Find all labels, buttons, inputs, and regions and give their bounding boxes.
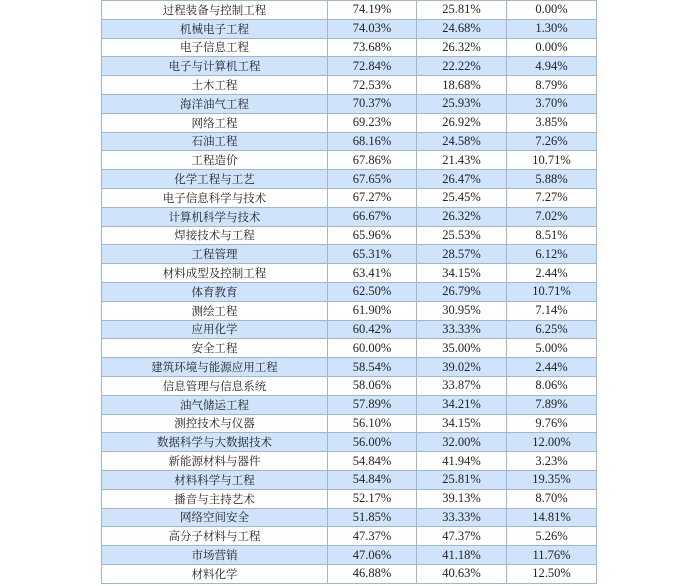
percentage-cell: 28.57% [417,245,507,264]
percentage-cell: 4.94% [507,57,597,76]
major-stats-table-container [101,0,596,584]
major-name-cell: 过程装备与控制工程 [102,1,328,20]
percentage-cell: 2.44% [507,358,597,377]
percentage-cell: 47.37% [417,527,507,546]
percentage-cell: 11.76% [507,546,597,565]
percentage-cell: 18.68% [417,76,507,95]
major-name-cell: 工程造价 [102,151,328,170]
major-name-cell: 材料成型及控制工程 [102,264,328,283]
major-name-cell: 市场营销 [102,546,328,565]
major-name-cell: 电子信息工程 [102,38,328,57]
major-name-cell: 材料化学 [102,564,328,583]
major-name-cell: 油气储运工程 [102,395,328,414]
table-row [102,38,597,57]
percentage-cell: 69.23% [328,113,417,132]
percentage-cell: 26.32% [417,207,507,226]
percentage-cell: 56.00% [328,433,417,452]
table-row [102,320,597,339]
percentage-cell: 10.71% [507,282,597,301]
percentage-cell: 26.32% [417,38,507,57]
percentage-cell: 8.79% [507,76,597,95]
percentage-cell: 39.02% [417,358,507,377]
percentage-cell: 72.84% [328,57,417,76]
percentage-cell: 65.31% [328,245,417,264]
major-name-cell: 安全工程 [102,339,328,358]
percentage-cell: 7.14% [507,301,597,320]
table-row [102,57,597,76]
percentage-cell: 24.58% [417,132,507,151]
percentage-cell: 22.22% [417,57,507,76]
percentage-cell: 0.00% [507,1,597,20]
major-name-cell: 计算机科学与技术 [102,207,328,226]
percentage-cell: 25.93% [417,94,507,113]
percentage-cell: 46.88% [328,564,417,583]
table-row [102,94,597,113]
percentage-cell: 8.06% [507,376,597,395]
percentage-cell: 26.79% [417,282,507,301]
table-row [102,433,597,452]
major-name-cell: 体育教育 [102,282,328,301]
percentage-cell: 33.33% [417,508,507,527]
percentage-cell: 25.45% [417,188,507,207]
percentage-cell: 40.63% [417,564,507,583]
percentage-cell: 65.96% [328,226,417,245]
major-name-cell: 建筑环境与能源应用工程 [102,358,328,377]
major-name-cell: 工程管理 [102,245,328,264]
percentage-cell: 58.54% [328,358,417,377]
percentage-cell: 9.76% [507,414,597,433]
percentage-cell: 33.33% [417,320,507,339]
percentage-cell: 32.00% [417,433,507,452]
percentage-cell: 54.84% [328,452,417,471]
percentage-cell: 0.00% [507,38,597,57]
percentage-cell: 7.26% [507,132,597,151]
major-name-cell: 测绘工程 [102,301,328,320]
percentage-cell: 51.85% [328,508,417,527]
percentage-cell: 7.02% [507,207,597,226]
percentage-cell: 34.15% [417,414,507,433]
major-name-cell: 高分子材料与工程 [102,527,328,546]
major-name-cell: 焊接技术与工程 [102,226,328,245]
percentage-cell: 72.53% [328,76,417,95]
percentage-cell: 70.37% [328,94,417,113]
percentage-cell: 39.13% [417,489,507,508]
major-name-cell: 化学工程与工艺 [102,170,328,189]
percentage-cell: 34.15% [417,264,507,283]
table-row [102,339,597,358]
percentage-cell: 2.44% [507,264,597,283]
table-row [102,113,597,132]
percentage-cell: 67.65% [328,170,417,189]
percentage-cell: 25.81% [417,470,507,489]
percentage-cell: 34.21% [417,395,507,414]
percentage-cell: 68.16% [328,132,417,151]
percentage-cell: 8.70% [507,489,597,508]
percentage-cell: 74.19% [328,1,417,20]
percentage-cell: 19.35% [507,470,597,489]
percentage-cell: 5.26% [507,527,597,546]
percentage-cell: 3.70% [507,94,597,113]
table-row [102,358,597,377]
table-row [102,282,597,301]
percentage-cell: 74.03% [328,19,417,38]
percentage-cell: 6.12% [507,245,597,264]
major-name-cell: 电子与计算机工程 [102,57,328,76]
percentage-cell: 6.25% [507,320,597,339]
major-name-cell: 机械电子工程 [102,19,328,38]
percentage-cell: 52.17% [328,489,417,508]
major-name-cell: 数据科学与大数据技术 [102,433,328,452]
major-name-cell: 石油工程 [102,132,328,151]
percentage-cell: 67.27% [328,188,417,207]
table-row [102,564,597,583]
table-row [102,1,597,20]
table-row [102,19,597,38]
percentage-cell: 58.06% [328,376,417,395]
percentage-cell: 57.89% [328,395,417,414]
major-name-cell: 应用化学 [102,320,328,339]
percentage-cell: 62.50% [328,282,417,301]
percentage-cell: 7.27% [507,188,597,207]
table-row [102,395,597,414]
percentage-cell: 8.51% [507,226,597,245]
percentage-cell: 60.42% [328,320,417,339]
percentage-cell: 60.00% [328,339,417,358]
major-name-cell: 网络空间安全 [102,508,328,527]
percentage-cell: 54.84% [328,470,417,489]
major-name-cell: 材料科学与工程 [102,470,328,489]
percentage-cell: 35.00% [417,339,507,358]
major-name-cell: 海洋油气工程 [102,94,328,113]
percentage-cell: 33.87% [417,376,507,395]
percentage-cell: 1.30% [507,19,597,38]
table-row [102,489,597,508]
percentage-cell: 12.50% [507,564,597,583]
percentage-cell: 25.81% [417,1,507,20]
percentage-cell: 14.81% [507,508,597,527]
major-name-cell: 播音与主持艺术 [102,489,328,508]
percentage-cell: 73.68% [328,38,417,57]
percentage-cell: 3.23% [507,452,597,471]
table-row [102,170,597,189]
major-name-cell: 信息管理与信息系统 [102,376,328,395]
percentage-cell: 41.94% [417,452,507,471]
percentage-cell: 12.00% [507,433,597,452]
percentage-cell: 26.47% [417,170,507,189]
table-row [102,301,597,320]
table-row [102,151,597,170]
table-row [102,414,597,433]
percentage-cell: 63.41% [328,264,417,283]
major-name-cell: 土木工程 [102,76,328,95]
table-row [102,527,597,546]
percentage-cell: 47.37% [328,527,417,546]
percentage-cell: 24.68% [417,19,507,38]
percentage-cell: 66.67% [328,207,417,226]
table-row [102,245,597,264]
table-row [102,226,597,245]
percentage-cell: 5.88% [507,170,597,189]
table-row [102,376,597,395]
major-stats-table [101,0,597,584]
major-name-cell: 新能源材料与器件 [102,452,328,471]
table-row [102,132,597,151]
major-name-cell: 网络工程 [102,113,328,132]
percentage-cell: 61.90% [328,301,417,320]
percentage-cell: 26.92% [417,113,507,132]
table-row [102,470,597,489]
percentage-cell: 30.95% [417,301,507,320]
table-row [102,188,597,207]
major-name-cell: 电子信息科学与技术 [102,188,328,207]
major-name-cell: 测控技术与仪器 [102,414,328,433]
percentage-cell: 3.85% [507,113,597,132]
percentage-cell: 21.43% [417,151,507,170]
percentage-cell: 5.00% [507,339,597,358]
table-row [102,264,597,283]
percentage-cell: 10.71% [507,151,597,170]
percentage-cell: 56.10% [328,414,417,433]
percentage-cell: 25.53% [417,226,507,245]
table-row [102,207,597,226]
table-body [102,1,597,584]
percentage-cell: 41.18% [417,546,507,565]
table-row [102,452,597,471]
percentage-cell: 67.86% [328,151,417,170]
percentage-cell: 7.89% [507,395,597,414]
table-row [102,508,597,527]
table-row [102,546,597,565]
percentage-cell: 47.06% [328,546,417,565]
table-row [102,76,597,95]
